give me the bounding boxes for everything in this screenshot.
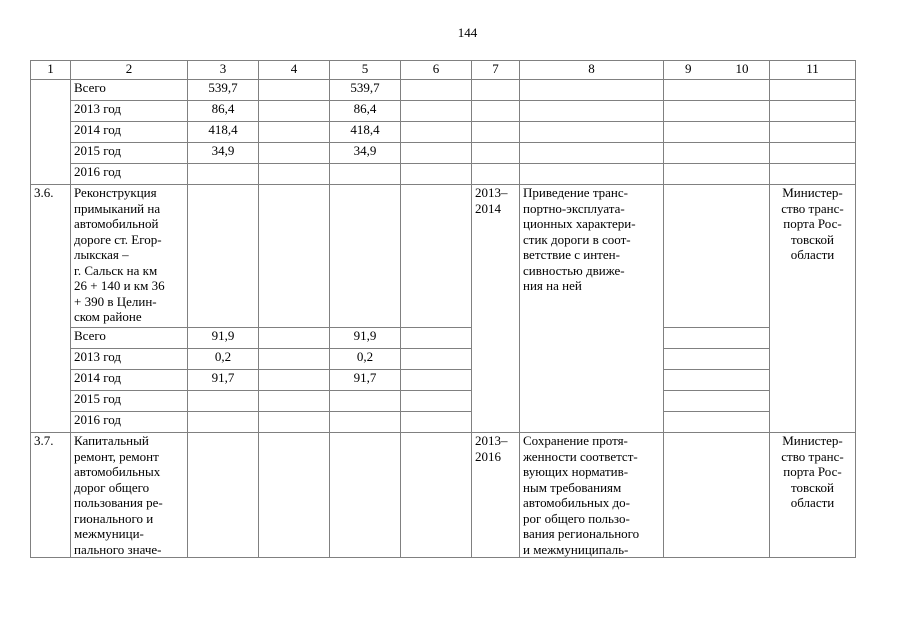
cell-col-4 bbox=[259, 164, 330, 185]
cell-col-9-10 bbox=[664, 101, 770, 122]
row-label: 2014 год bbox=[71, 122, 188, 143]
cell-col-8 bbox=[520, 143, 664, 164]
cell-col-4 bbox=[259, 80, 330, 101]
cell-col-4 bbox=[259, 101, 330, 122]
cell-col-5: 91,9 bbox=[330, 328, 401, 349]
cell-col-9-10 bbox=[664, 80, 770, 101]
header-col-11: 11 bbox=[770, 61, 856, 80]
cell-col-6 bbox=[401, 143, 472, 164]
item-executor: Министер- ство транс- порта Рос- товской области bbox=[770, 185, 856, 433]
cell-col-3: 418,4 bbox=[188, 122, 259, 143]
cell-col-8 bbox=[520, 101, 664, 122]
item-number: 3.7. bbox=[31, 433, 71, 558]
cell-col-9-10 bbox=[664, 185, 770, 328]
row-label: 2015 год bbox=[71, 143, 188, 164]
row-label: 2015 год bbox=[71, 391, 188, 412]
cell-col-8 bbox=[520, 164, 664, 185]
item-name: Реконструкция примыканий на автомобильной дороге ст. Егор- лыкская – г. Сальск на км 26 + 140 и км 36 + 390 в Целин- ском районе bbox=[71, 185, 188, 328]
cell-col-4 bbox=[259, 349, 330, 370]
cell-col-7 bbox=[472, 122, 520, 143]
cell-col-5 bbox=[330, 164, 401, 185]
header-col-8: 8 bbox=[520, 61, 664, 80]
table-row bbox=[31, 370, 856, 391]
header-col-4: 4 bbox=[259, 61, 330, 80]
cell-col-8 bbox=[520, 80, 664, 101]
table-row bbox=[31, 328, 856, 349]
row-label: 2016 год bbox=[71, 412, 188, 433]
header-col-1: 1 bbox=[31, 61, 71, 80]
header-col-6: 6 bbox=[401, 61, 472, 80]
cell-col-6 bbox=[401, 433, 472, 558]
cell-col-3: 86,4 bbox=[188, 101, 259, 122]
cell-col-3 bbox=[188, 185, 259, 328]
cell-col-9-10 bbox=[664, 370, 770, 391]
row-label: 2013 год bbox=[71, 101, 188, 122]
cell-col-9-10 bbox=[664, 412, 770, 433]
cell-col-6 bbox=[401, 391, 472, 412]
header-col-5: 5 bbox=[330, 61, 401, 80]
cell-col-3: 0,2 bbox=[188, 349, 259, 370]
row-label: Всего bbox=[71, 328, 188, 349]
cell-col-7 bbox=[472, 143, 520, 164]
header-col-9-10 bbox=[664, 61, 770, 80]
table-row bbox=[31, 412, 856, 433]
cell-col-3: 91,9 bbox=[188, 328, 259, 349]
cell-col-5: 86,4 bbox=[330, 101, 401, 122]
item-executor: Министер- ство транс- порта Рос- товской области bbox=[770, 433, 856, 558]
cell-col-5 bbox=[330, 433, 401, 558]
cell-col-11 bbox=[770, 80, 856, 101]
table-row bbox=[31, 391, 856, 412]
cell-col-9-10 bbox=[664, 328, 770, 349]
table-row bbox=[31, 80, 856, 101]
cell-col-8 bbox=[520, 122, 664, 143]
row-label: 2013 год bbox=[71, 349, 188, 370]
cell-col-3: 34,9 bbox=[188, 143, 259, 164]
cell-col-7 bbox=[472, 80, 520, 101]
cell-col-3 bbox=[188, 433, 259, 558]
cell-col-9-10 bbox=[664, 143, 770, 164]
table-row bbox=[31, 349, 856, 370]
item-name: Капитальный ремонт, ремонт автомобильных дорог общего пользования ре- гионального и межмуници- пального значе- bbox=[71, 433, 188, 558]
cell-col-4 bbox=[259, 433, 330, 558]
table-row bbox=[31, 101, 856, 122]
program-table bbox=[30, 60, 856, 558]
cell-col-5: 34,9 bbox=[330, 143, 401, 164]
cell-col-7 bbox=[472, 101, 520, 122]
cell-col-5 bbox=[330, 391, 401, 412]
cell-col-3 bbox=[188, 164, 259, 185]
row-label: Всего bbox=[71, 80, 188, 101]
table-row bbox=[31, 164, 856, 185]
item-period: 2013– 2016 bbox=[472, 433, 520, 558]
cell-col-5 bbox=[330, 185, 401, 328]
cell-col-3 bbox=[188, 412, 259, 433]
cell-col-6 bbox=[401, 101, 472, 122]
table-row bbox=[31, 433, 856, 558]
page-number: 144 bbox=[457, 25, 478, 40]
header-col-3: 3 bbox=[188, 61, 259, 80]
cell-col-9-10 bbox=[664, 433, 770, 558]
cell-col-7 bbox=[472, 164, 520, 185]
cell-col-6 bbox=[401, 122, 472, 143]
cell-col-4 bbox=[259, 391, 330, 412]
cell-col-4 bbox=[259, 185, 330, 328]
item-number: 3.6. bbox=[31, 185, 71, 433]
item-result: Сохранение протя- женности соответст- вующих норматив- ным требованиям автомобильных до- рог общего пользо- вания регионального и межмуниципаль- bbox=[520, 433, 664, 558]
cell-col-5: 91,7 bbox=[330, 370, 401, 391]
cell-col-4 bbox=[259, 370, 330, 391]
cell-col-6 bbox=[401, 370, 472, 391]
table-row bbox=[31, 122, 856, 143]
cell-col-3 bbox=[188, 391, 259, 412]
header-col-9: 9 bbox=[685, 61, 692, 76]
cell-col-6 bbox=[401, 349, 472, 370]
cell-col-4 bbox=[259, 412, 330, 433]
cell-col-11 bbox=[770, 164, 856, 185]
cell-col-5: 539,7 bbox=[330, 80, 401, 101]
cell-col-6 bbox=[401, 164, 472, 185]
header-col-10: 10 bbox=[735, 61, 749, 76]
cell-col-6 bbox=[401, 80, 472, 101]
cell-col-4 bbox=[259, 328, 330, 349]
cell-col-9-10 bbox=[664, 349, 770, 370]
cell-col-6 bbox=[401, 185, 472, 328]
cell-col-11 bbox=[770, 122, 856, 143]
row-label: 2016 год bbox=[71, 164, 188, 185]
cell-col-9-10 bbox=[664, 122, 770, 143]
cell-col-3: 91,7 bbox=[188, 370, 259, 391]
header-col-2: 2 bbox=[71, 61, 188, 80]
item-number bbox=[31, 80, 71, 185]
cell-col-5: 418,4 bbox=[330, 122, 401, 143]
table-row bbox=[31, 185, 856, 328]
cell-col-5: 0,2 bbox=[330, 349, 401, 370]
header-col-7: 7 bbox=[472, 61, 520, 80]
cell-col-11 bbox=[770, 143, 856, 164]
cell-col-4 bbox=[259, 122, 330, 143]
row-label: 2014 год bbox=[71, 370, 188, 391]
cell-col-6 bbox=[401, 412, 472, 433]
item-period: 2013– 2014 bbox=[472, 185, 520, 433]
cell-col-4 bbox=[259, 143, 330, 164]
cell-col-6 bbox=[401, 328, 472, 349]
cell-col-11 bbox=[770, 101, 856, 122]
table-row bbox=[31, 143, 856, 164]
cell-col-9-10 bbox=[664, 164, 770, 185]
cell-col-9-10 bbox=[664, 391, 770, 412]
cell-col-5 bbox=[330, 412, 401, 433]
column-numbers-row bbox=[31, 61, 856, 80]
cell-col-3: 539,7 bbox=[188, 80, 259, 101]
item-result: Приведение транс- портно-эксплуата- ционных характери- стик дороги в соот- ветствие с интен- сивностью движе- ния на ней bbox=[520, 185, 664, 433]
